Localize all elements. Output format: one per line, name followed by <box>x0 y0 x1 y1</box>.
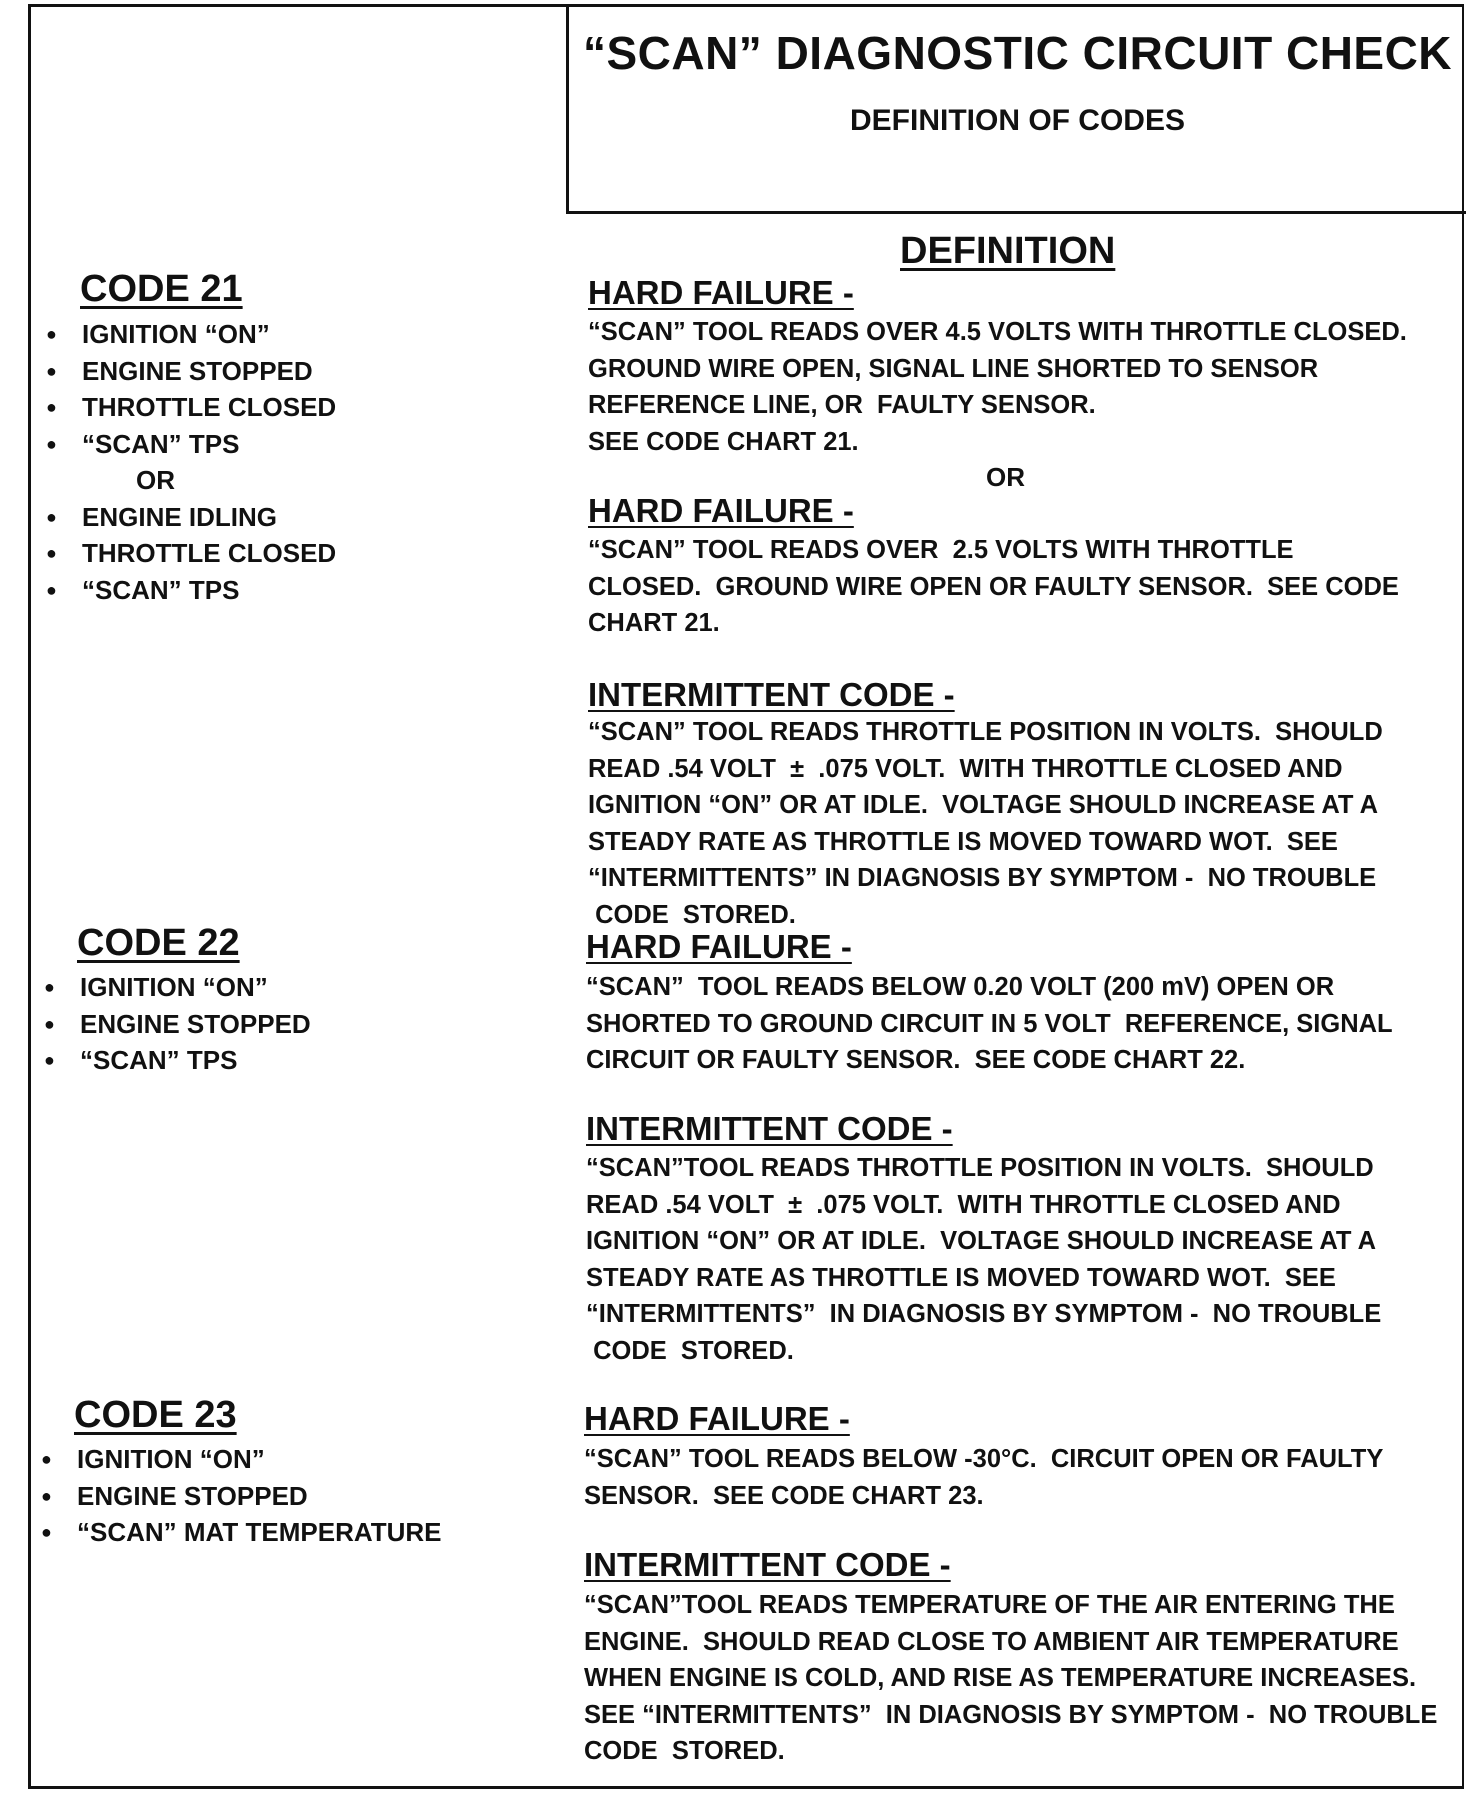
condition-or: OR <box>136 465 175 495</box>
code-21-hard-failure-text: “SCAN” TOOL READS OVER 4.5 VOLTS WITH THROTTLE CLOSED. GROUND WIRE OPEN, SIGNAL LINE SHORTED TO SENSOR REFERENCE LINE, OR FAULTY SENSOR. SEE CODE CHART 21. <box>588 318 1407 456</box>
code-21-title: CODE 21 <box>80 268 243 310</box>
code-22-hard-failure-text: “SCAN” TOOL READS BELOW 0.20 VOLT (200 mV) OPEN OR SHORTED TO GROUND CIRCUIT IN 5 VOLT REFERENCE, SIGNAL CIRCUIT OR FAULTY SENSOR. SEE CODE CHART 22. <box>586 973 1393 1074</box>
condition-item: ● ENGINE IDLING <box>40 499 336 536</box>
code-22-intermittent-heading: INTERMITTENT CODE - <box>586 1110 953 1147</box>
code-22-title: CODE 22 <box>77 922 240 964</box>
code-23-title: CODE 23 <box>74 1394 237 1436</box>
code-22-conditions <box>38 969 311 1079</box>
code-21-intermittent-heading: INTERMITTENT CODE - <box>588 676 955 713</box>
code-23-intermittent-heading: INTERMITTENT CODE - <box>584 1546 951 1583</box>
definition-heading: DEFINITION <box>900 230 1116 272</box>
condition-item: ● ENGINE STOPPED <box>35 1478 441 1515</box>
condition-item: ● IGNITION “ON” <box>38 969 311 1006</box>
condition-item: ● “SCAN” TPS <box>40 572 336 609</box>
code-21-conditions <box>40 316 336 608</box>
title-box <box>566 4 1466 214</box>
code-22-intermittent-text: “SCAN”TOOL READS THROTTLE POSITION IN VOLTS. SHOULD READ .54 VOLT ± .075 VOLT. WITH THROTTLE CLOSED AND IGNITION “ON” OR AT IDLE. VOLTAGE SHOULD INCREASE AT A STEADY RATE AS THROTTLE IS MOVED TOWARD WOT. SEE “INTERMITTENTS” IN DIAGNOSIS BY SYMPTOM - NO TROUBLE CODE STORED. <box>586 1154 1382 1365</box>
condition-item: ● ENGINE STOPPED <box>40 353 336 390</box>
page-subtitle: DEFINITION OF CODES <box>849 104 1185 137</box>
code-21-intermittent-text: “SCAN” TOOL READS THROTTLE POSITION IN VOLTS. SHOULD READ .54 VOLT ± .075 VOLT. WITH THROTTLE CLOSED AND IGNITION “ON” OR AT IDLE. VOLTAGE SHOULD INCREASE AT A STEADY RATE AS THROTTLE IS MOVED TOWARD WOT. SEE “INTERMITTENTS” IN DIAGNOSIS BY SYMPTOM - NO TROUBLE CODE STORED. <box>588 718 1383 929</box>
condition-item: ● “SCAN” TPS <box>40 426 336 463</box>
condition-item: ● “SCAN” MAT TEMPERATURE <box>35 1514 441 1551</box>
code-21-hard-failure-2-text: “SCAN” TOOL READS OVER 2.5 VOLTS WITH THROTTLE CLOSED. GROUND WIRE OPEN OR FAULTY SENSOR. SEE CODE CHART 21. <box>588 536 1399 637</box>
condition-item: ● THROTTLE CLOSED <box>40 389 336 426</box>
page-title: “SCAN” DIAGNOSTIC CIRCUIT CHECK <box>582 27 1453 79</box>
code-23-hard-failure-heading: HARD FAILURE - <box>584 1400 850 1437</box>
condition-item: ● THROTTLE CLOSED <box>40 535 336 572</box>
code-21-or: OR <box>986 462 1025 492</box>
condition-item: ● ENGINE STOPPED <box>38 1006 311 1043</box>
code-22-hard-failure-heading: HARD FAILURE - <box>586 928 852 965</box>
code-21-hard-failure-heading: HARD FAILURE - <box>588 274 854 311</box>
condition-item: ● IGNITION “ON” <box>35 1441 441 1478</box>
code-23-intermittent-text: “SCAN”TOOL READS TEMPERATURE OF THE AIR ENTERING THE ENGINE. SHOULD READ CLOSE TO AMBIENT AIR TEMPERATURE WHEN ENGINE IS COLD, AND RISE AS TEMPERATURE INCREASES. SEE “INTERMITTENTS” IN DIAGNOSIS BY SYMPTOM - NO TROUBLE CODE STORED. <box>584 1591 1438 1765</box>
condition-item: ● IGNITION “ON” <box>40 316 336 353</box>
code-23-conditions <box>35 1441 441 1551</box>
code-23-hard-failure-text: “SCAN” TOOL READS BELOW -30°C. CIRCUIT OPEN OR FAULTY SENSOR. SEE CODE CHART 23. <box>584 1445 1384 1510</box>
condition-item: ● “SCAN” TPS <box>38 1042 311 1079</box>
code-21-hard-failure-2-heading: HARD FAILURE - <box>588 492 854 529</box>
